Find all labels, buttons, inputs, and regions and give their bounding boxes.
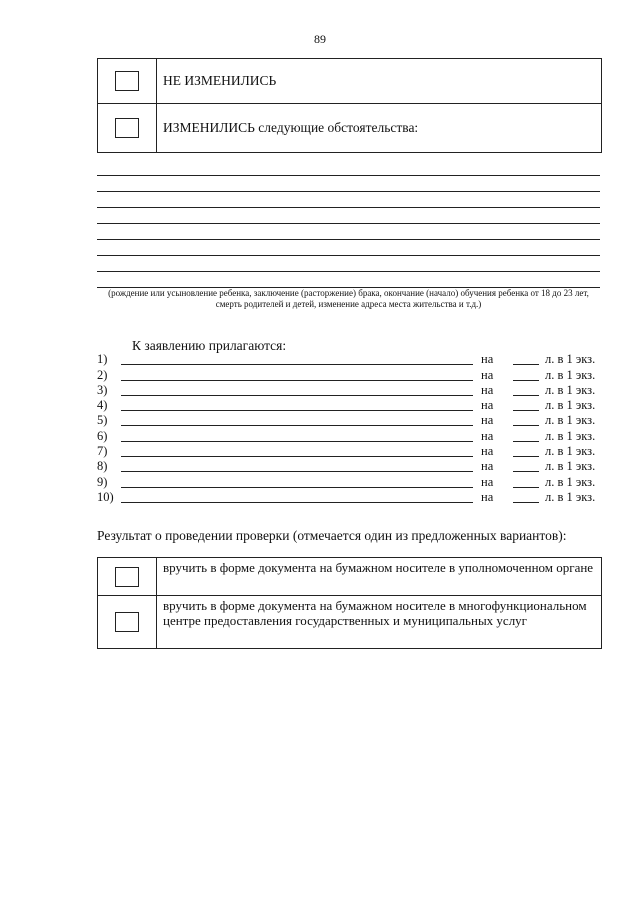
attachment-name-field[interactable] xyxy=(121,385,473,396)
attachment-number: 4) xyxy=(97,398,108,413)
fill-line[interactable] xyxy=(97,192,600,208)
fill-line[interactable] xyxy=(97,176,600,192)
result-authority-checkbox[interactable] xyxy=(115,567,139,587)
result-intro: Результат о проведении проверки (отмечается один из предложенных вариантов): xyxy=(97,528,567,543)
result-option-row xyxy=(98,558,601,596)
circumstances-note: (рождение или усыновление ребенка, заключение (расторжение) брака, окончание (начало) обучения ребенка от 18 до 23 лет, смерть родителей и детей, изменение адреса места жительства и т.д.) xyxy=(108,288,589,309)
page-number: 89 xyxy=(314,32,326,46)
attachment-row xyxy=(97,383,600,398)
result-options-table xyxy=(97,557,602,649)
on-label: на xyxy=(481,382,494,397)
attachments-heading: К заявлению прилагаются: xyxy=(132,338,287,353)
attachment-number: 1) xyxy=(97,352,108,367)
attachment-name-field[interactable] xyxy=(121,477,473,488)
page-count-field[interactable] xyxy=(513,446,539,457)
page-count-field[interactable] xyxy=(513,385,539,396)
attachment-number: 8) xyxy=(97,459,108,474)
attachment-row xyxy=(97,459,600,474)
fill-line[interactable] xyxy=(97,272,600,288)
page-count-field[interactable] xyxy=(513,370,539,381)
attachments-list xyxy=(97,352,600,505)
unchanged-label: НЕ ИЗМЕНИЛИСЬ xyxy=(163,73,277,88)
copies-label: л. в 1 экз. xyxy=(545,398,596,413)
result-mfc-label: вручить в форме документа на бумажном носителе в многофункциональном центре предоставления государственных и муниципальных услуг xyxy=(163,598,587,628)
page-count-field[interactable] xyxy=(513,461,539,472)
attachment-row xyxy=(97,474,600,489)
fill-line[interactable] xyxy=(97,256,600,272)
on-label: на xyxy=(481,444,494,459)
attachment-row xyxy=(97,428,600,443)
changed-checkbox[interactable] xyxy=(115,118,139,138)
attachment-number: 9) xyxy=(97,474,108,489)
on-label: на xyxy=(481,413,494,428)
unchanged-checkbox[interactable] xyxy=(115,71,139,91)
attachment-name-field[interactable] xyxy=(121,446,473,457)
copies-label: л. в 1 экз. xyxy=(545,352,596,367)
page-count-field[interactable] xyxy=(513,431,539,442)
attachment-row xyxy=(97,398,600,413)
status-row-changed xyxy=(98,104,601,152)
attachment-row xyxy=(97,413,600,428)
attachment-number: 6) xyxy=(97,428,108,443)
copies-label: л. в 1 экз. xyxy=(545,413,596,428)
on-label: на xyxy=(481,352,494,367)
attachment-row xyxy=(97,444,600,459)
attachment-row xyxy=(97,367,600,382)
attachment-row xyxy=(97,352,600,367)
copies-label: л. в 1 экз. xyxy=(545,382,596,397)
copies-label: л. в 1 экз. xyxy=(545,489,596,504)
on-label: на xyxy=(481,474,494,489)
attachment-number: 2) xyxy=(97,367,108,382)
attachment-name-field[interactable] xyxy=(121,415,473,426)
result-option-row xyxy=(98,596,601,648)
copies-label: л. в 1 экз. xyxy=(545,459,596,474)
attachment-number: 3) xyxy=(97,382,108,397)
page-count-field[interactable] xyxy=(513,477,539,488)
copies-label: л. в 1 экз. xyxy=(545,367,596,382)
fill-line[interactable] xyxy=(97,224,600,240)
attachment-name-field[interactable] xyxy=(121,492,473,503)
page-count-field[interactable] xyxy=(513,415,539,426)
on-label: на xyxy=(481,459,494,474)
attachment-row xyxy=(97,490,600,505)
result-mfc-checkbox[interactable] xyxy=(115,612,139,632)
attachment-number: 7) xyxy=(97,444,108,459)
status-options-table xyxy=(97,58,602,153)
fill-line[interactable] xyxy=(97,208,600,224)
on-label: на xyxy=(481,367,494,382)
attachment-number: 10) xyxy=(97,489,114,504)
status-row-unchanged xyxy=(98,59,601,104)
on-label: на xyxy=(481,489,494,504)
copies-label: л. в 1 экз. xyxy=(545,474,596,489)
attachment-name-field[interactable] xyxy=(121,461,473,472)
page-count-field[interactable] xyxy=(513,354,539,365)
copies-label: л. в 1 экз. xyxy=(545,428,596,443)
attachment-number: 5) xyxy=(97,413,108,428)
changed-label: ИЗМЕНИЛИСЬ следующие обстоятельства: xyxy=(163,120,419,135)
attachment-name-field[interactable] xyxy=(121,354,473,365)
fill-line[interactable] xyxy=(97,240,600,256)
copies-label: л. в 1 экз. xyxy=(545,444,596,459)
on-label: на xyxy=(481,398,494,413)
circumstances-lines[interactable] xyxy=(97,160,600,288)
attachment-name-field[interactable] xyxy=(121,400,473,411)
attachment-name-field[interactable] xyxy=(121,431,473,442)
fill-line[interactable] xyxy=(97,160,600,176)
result-authority-label: вручить в форме документа на бумажном носителе в уполномоченном органе xyxy=(163,560,594,575)
page-count-field[interactable] xyxy=(513,400,539,411)
on-label: на xyxy=(481,428,494,443)
attachment-name-field[interactable] xyxy=(121,370,473,381)
page-count-field[interactable] xyxy=(513,492,539,503)
